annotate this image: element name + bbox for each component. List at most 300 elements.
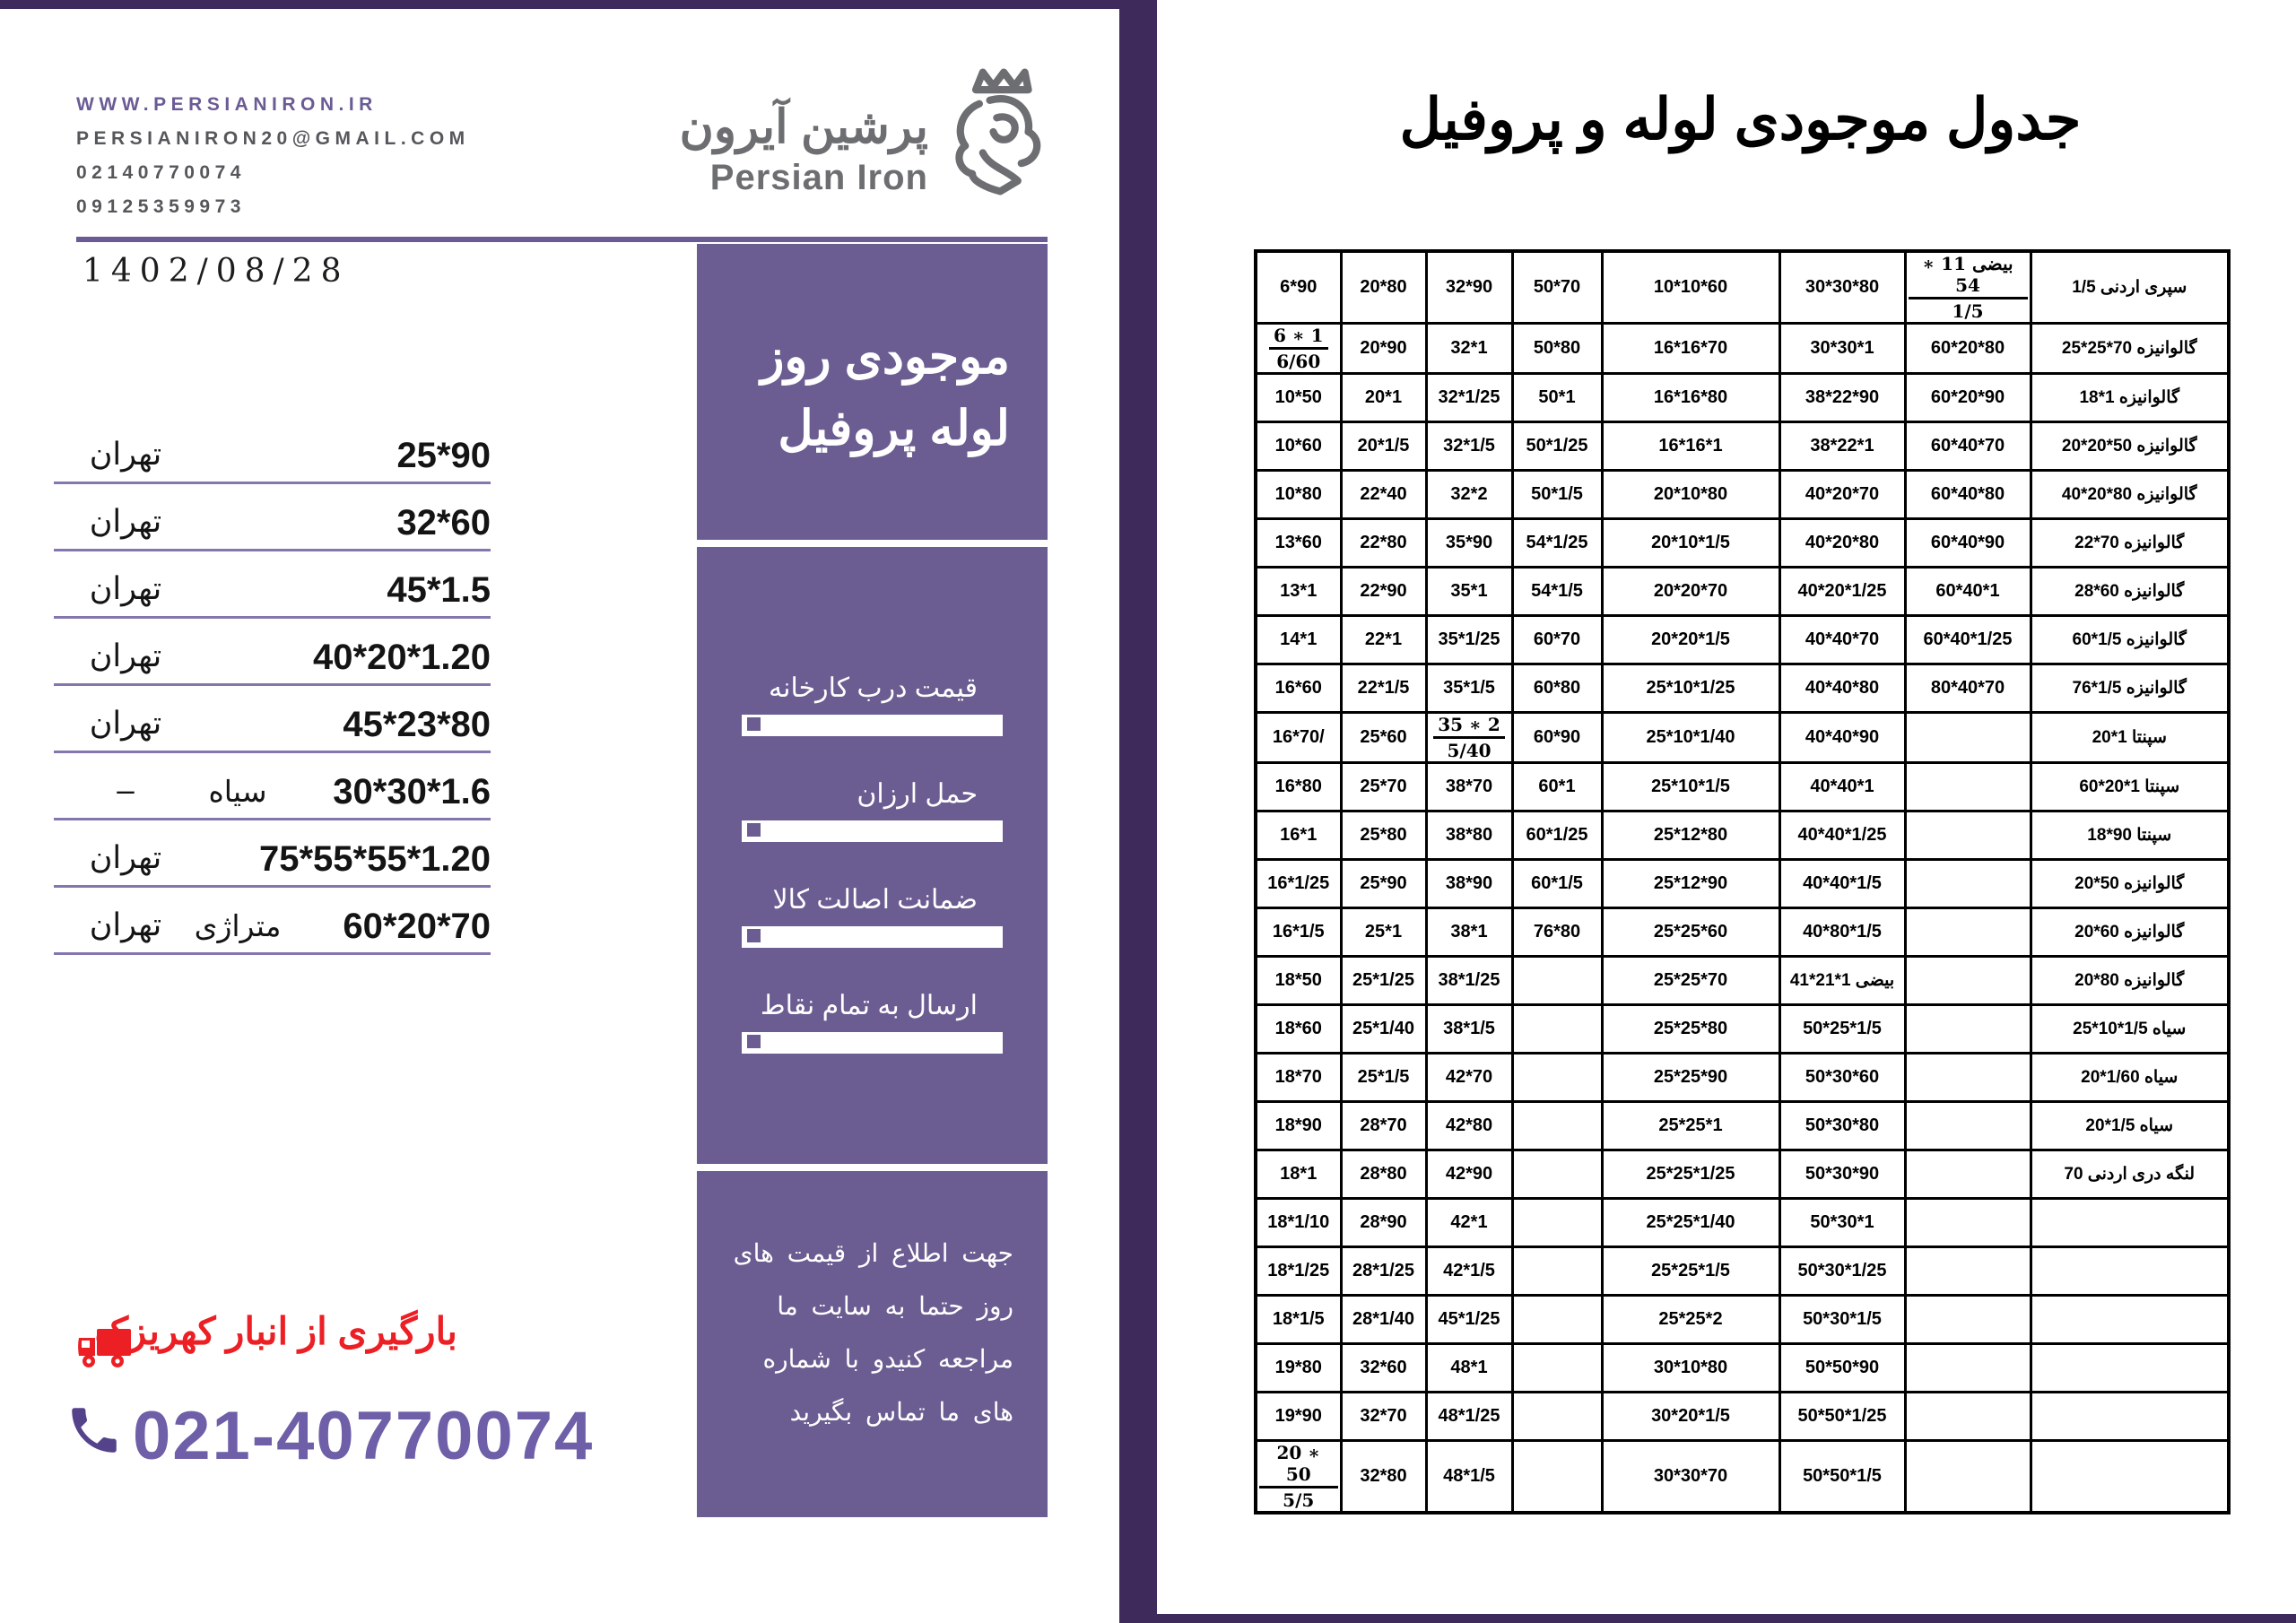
table-cell: 16*1/25: [1256, 860, 1341, 908]
table-cell: 35*1/25: [1426, 616, 1512, 664]
fraction-top: 6 ∗ 1: [1269, 325, 1328, 350]
table-cell: 42*90: [1426, 1150, 1512, 1199]
table-cell: 32*90: [1426, 251, 1512, 324]
table-cell: [2031, 1296, 2229, 1344]
table-cell: 10*10*60: [1602, 251, 1779, 324]
table-cell: 20*90: [1341, 324, 1426, 374]
fraction-value: [1909, 253, 2028, 322]
table-cell: [1512, 1296, 1602, 1344]
table-cell: 20*20*1/5: [1602, 616, 1779, 664]
table-row: [1256, 1393, 2229, 1441]
table-cell: گالوانیزه 80*20: [2031, 957, 2229, 1005]
table-cell: 25*90: [1341, 860, 1426, 908]
table-cell: گالوانیزه 1*18: [2031, 374, 2229, 422]
email-text: PERSIANIRON20@GMAIL.COM: [76, 128, 470, 149]
table-cell: 35*1: [1426, 568, 1512, 616]
table-cell: 16*16*70: [1602, 324, 1779, 374]
table-cell: 50*1/5: [1512, 471, 1602, 519]
table-cell: [1512, 1150, 1602, 1199]
table-cell: 28*90: [1341, 1199, 1426, 1247]
table-row: [1256, 1441, 2229, 1514]
table-cell: 38*22*1: [1779, 422, 1905, 471]
table-cell: 54*1/25: [1512, 519, 1602, 568]
table-row: [1256, 374, 2229, 422]
table-cell: 38*90: [1426, 860, 1512, 908]
table-cell: 32*1/5: [1426, 422, 1512, 471]
table-cell: 25*25*80: [1602, 1005, 1779, 1054]
table-cell: 30*30*80: [1779, 251, 1905, 324]
table-cell: [2031, 1344, 2229, 1393]
table-cell: 40*20*80: [1779, 519, 1905, 568]
table-cell: 25*25*1/40: [1602, 1199, 1779, 1247]
stock-size: 32*60: [396, 503, 491, 542]
table-cell: 50*30*80: [1779, 1102, 1905, 1150]
feature-item: [742, 990, 1003, 1054]
table-cell: 38*22*90: [1779, 374, 1905, 422]
table-row: [1256, 1199, 2229, 1247]
table-cell: 50*25*1/5: [1779, 1005, 1905, 1054]
table-cell: [1905, 957, 2031, 1005]
table-cell: [1905, 908, 2031, 957]
table-row: [1256, 616, 2229, 664]
table-cell: [1512, 1199, 1602, 1247]
vertical-divider: [1119, 0, 1157, 1623]
table-cell: 50*30*1/25: [1779, 1247, 1905, 1296]
table-cell: [1512, 1344, 1602, 1393]
table-cell: 30*10*80: [1602, 1344, 1779, 1393]
phone2-text: 09125359973: [76, 196, 246, 217]
lion-crown-logo-icon: [937, 65, 1049, 199]
phone-icon: [65, 1401, 124, 1460]
table-row: [1256, 1102, 2229, 1150]
fraction-bottom: 5/5: [1283, 1489, 1315, 1511]
table-cell: 25*25*70: [1602, 957, 1779, 1005]
table-cell: 25*25*1/25: [1602, 1150, 1779, 1199]
table-cell: [1426, 713, 1512, 763]
stock-row: [54, 818, 491, 888]
feature-item: [742, 778, 1003, 842]
table-row: [1256, 1150, 2229, 1199]
fraction-bottom: 6/60: [1276, 351, 1321, 372]
table-cell: گالوانیزه 50*20*20: [2031, 422, 2229, 471]
table-row: [1256, 957, 2229, 1005]
stock-city: تهران: [89, 840, 162, 875]
panel-title-block: [697, 244, 1048, 540]
table-cell: 16*70/: [1256, 713, 1341, 763]
table-row: [1256, 519, 2229, 568]
feature-label: حمل ارزان: [857, 779, 978, 809]
panel-features-block: [697, 547, 1048, 1164]
table-cell: 20*1/5: [1341, 422, 1426, 471]
table-cell: 40*40*80: [1779, 664, 1905, 713]
panel-title-line2: لوله پروفیل: [778, 402, 1010, 456]
stock-row: [54, 885, 491, 955]
table-cell: 42*1: [1426, 1199, 1512, 1247]
stock-row: [54, 751, 491, 820]
fraction-value: [1433, 714, 1505, 761]
table-cell: سپنتا 90*18: [2031, 812, 2229, 860]
table-cell: 18*50: [1256, 957, 1341, 1005]
table-row: [1256, 763, 2229, 812]
table-cell: [1905, 1344, 2031, 1393]
fraction-top: 20 ∗ 50: [1259, 1442, 1338, 1488]
table-cell: 32*2: [1426, 471, 1512, 519]
table-cell: 13*1: [1256, 568, 1341, 616]
table-cell: 6*90: [1256, 251, 1341, 324]
feature-bar: [742, 1032, 1003, 1054]
table-cell: 40*40*90: [1779, 713, 1905, 763]
stock-city: تهران: [89, 638, 162, 673]
inventory-table: [1254, 249, 2231, 1515]
stock-city: تهران: [89, 571, 162, 606]
table-cell: 20*10*1/5: [1602, 519, 1779, 568]
table-cell: [2031, 1247, 2229, 1296]
table-cell: 60*40*90: [1905, 519, 2031, 568]
table-cell: [1905, 1102, 2031, 1150]
table-row: [1256, 568, 2229, 616]
table-cell: سپری اردنی 1/5: [2031, 251, 2229, 324]
table-cell: [1512, 1247, 1602, 1296]
table-cell: 25*1/5: [1341, 1054, 1426, 1102]
table-cell: 60*20*90: [1905, 374, 2031, 422]
feature-item: [742, 884, 1003, 948]
date-text: 1402/08/28: [83, 253, 350, 290]
table-cell: [1905, 1296, 2031, 1344]
table-cell: 38*1/5: [1426, 1005, 1512, 1054]
feature-label: ضمانت اصالت کالا: [772, 885, 978, 915]
fraction-top: 35 ∗ 2: [1433, 714, 1505, 739]
stock-note: متراژی: [194, 909, 282, 942]
table-row: [1256, 664, 2229, 713]
table-cell: 22*90: [1341, 568, 1426, 616]
table-cell: 19*90: [1256, 1393, 1341, 1441]
table-row: [1256, 471, 2229, 519]
table-cell: 50*1/25: [1512, 422, 1602, 471]
top-frame-bar: [0, 0, 1157, 9]
table-cell: 28*70: [1341, 1102, 1426, 1150]
table-cell: 42*80: [1426, 1102, 1512, 1150]
table-cell: 40*40*1/5: [1779, 860, 1905, 908]
table-cell: 25*10*1/40: [1602, 713, 1779, 763]
table-cell: 25*1/25: [1341, 957, 1426, 1005]
fraction-value: [1259, 1442, 1338, 1511]
note-line: های ما تماس بگیرید: [789, 1398, 1013, 1426]
table-cell: 48*1/5: [1426, 1441, 1512, 1514]
table-cell: 20*80: [1341, 251, 1426, 324]
panel-note-block: [697, 1171, 1048, 1517]
table-cell: 30*20*1/5: [1602, 1393, 1779, 1441]
table-cell: گالوانیزه 1/5*76: [2031, 664, 2229, 713]
table-cell: 60*40*1/25: [1905, 616, 2031, 664]
table-cell: 80*40*70: [1905, 664, 2031, 713]
table-cell: 10*50: [1256, 374, 1341, 422]
table-cell: 40*80*1/5: [1779, 908, 1905, 957]
table-cell: 22*1: [1341, 616, 1426, 664]
table-cell: 25*1/40: [1341, 1005, 1426, 1054]
table-cell: گالوانیزه 70*25*25: [2031, 324, 2229, 374]
table-cell: [1905, 251, 2031, 324]
panel-title: [697, 244, 1048, 464]
table-cell: 25*25*1: [1602, 1102, 1779, 1150]
contact-block: [76, 88, 470, 224]
table-cell: 60*40*1: [1905, 568, 2031, 616]
table-cell: سیاه 1/5*10*25: [2031, 1005, 2229, 1054]
table-cell: 18*1/25: [1256, 1247, 1341, 1296]
bottom-frame-bar: [1119, 1614, 2296, 1623]
table-cell: 16*1: [1256, 812, 1341, 860]
table-cell: 20*10*80: [1602, 471, 1779, 519]
table-title: جدول موجودی لوله و پروفیل: [1399, 87, 2082, 152]
table-cell: [1512, 1393, 1602, 1441]
stock-city: تهران: [89, 706, 162, 741]
website-link[interactable]: WWW.PERSIANIRON.IR: [76, 94, 378, 115]
table-cell: [1905, 860, 2031, 908]
feature-bar-handle: [744, 820, 763, 839]
company-logo: [664, 65, 1049, 208]
table-cell: 50*70: [1512, 251, 1602, 324]
table-cell: [2031, 1393, 2229, 1441]
table-cell: 30*30*70: [1602, 1441, 1779, 1514]
table-cell: 60*80: [1512, 664, 1602, 713]
table-cell: [1256, 1441, 1341, 1514]
table-cell: گالوانیزه 60*20: [2031, 908, 2229, 957]
stock-size: 30*30*1.6: [333, 772, 491, 812]
table-cell: 42*70: [1426, 1054, 1512, 1102]
table-cell: 38*1/25: [1426, 957, 1512, 1005]
table-cell: 50*1: [1512, 374, 1602, 422]
table-cell: 16*60: [1256, 664, 1341, 713]
table-cell: 18*60: [1256, 1005, 1341, 1054]
stock-row: [54, 683, 491, 753]
stock-city: تهران: [89, 907, 162, 942]
table-cell: [1905, 1005, 2031, 1054]
table-cell: [1905, 1199, 2031, 1247]
table-cell: 32*1: [1426, 324, 1512, 374]
stock-city: –: [117, 773, 135, 808]
table-cell: 10*60: [1256, 422, 1341, 471]
table-cell: سپنتا 1*20*60: [2031, 763, 2229, 812]
feature-bar: [742, 715, 1003, 736]
table-cell: 40*40*1: [1779, 763, 1905, 812]
table-cell: 60*1: [1512, 763, 1602, 812]
feature-bar: [742, 926, 1003, 948]
table-cell: 25*10*1/5: [1602, 763, 1779, 812]
table-cell: 22*1/5: [1341, 664, 1426, 713]
table-row: [1256, 908, 2229, 957]
table-row: [1256, 422, 2229, 471]
table-cell: 30*30*1: [1779, 324, 1905, 374]
table-row: [1256, 1247, 2229, 1296]
table-cell: 25*25*60: [1602, 908, 1779, 957]
table-cell: [1512, 1441, 1602, 1514]
table-cell: گالوانیزه 1/5*60: [2031, 616, 2229, 664]
table-cell: [1905, 713, 2031, 763]
table-cell: 40*40*70: [1779, 616, 1905, 664]
table-cell: 25*25*90: [1602, 1054, 1779, 1102]
fraction-bottom: 5/40: [1447, 740, 1492, 761]
table-cell: 18*1: [1256, 1150, 1341, 1199]
table-row: [1256, 713, 2229, 763]
table-cell: 10*80: [1256, 471, 1341, 519]
table-cell: 50*30*60: [1779, 1054, 1905, 1102]
table-cell: 50*50*1/5: [1779, 1441, 1905, 1514]
table-cell: 60*40*80: [1905, 471, 2031, 519]
table-cell: [1512, 1054, 1602, 1102]
note-line: روز حتما به سایت ما: [777, 1292, 1013, 1320]
feature-label: ارسال به تمام نقاط: [760, 991, 978, 1020]
fraction-bottom: 1/5: [1952, 300, 1984, 322]
table-cell: [1256, 324, 1341, 374]
table-cell: 42*1/5: [1426, 1247, 1512, 1296]
note-line: جهت اطلاع از قیمت های: [733, 1239, 1013, 1267]
table-cell: 40*20*70: [1779, 471, 1905, 519]
table-cell: 18*70: [1256, 1054, 1341, 1102]
table-cell: 25*12*90: [1602, 860, 1779, 908]
table-cell: 50*50*90: [1779, 1344, 1905, 1393]
table-cell: 28*1/40: [1341, 1296, 1426, 1344]
note-line: مراجعه کنیدو با شماره: [762, 1345, 1013, 1373]
table-cell: گالوانیزه 80*20*40: [2031, 471, 2229, 519]
table-cell: 18*1/5: [1256, 1296, 1341, 1344]
stock-size: 60*20*70: [343, 907, 491, 946]
stock-row: [54, 549, 491, 619]
table-cell: 32*80: [1341, 1441, 1426, 1514]
table-cell: 14*1: [1256, 616, 1341, 664]
table-cell: 32*1/25: [1426, 374, 1512, 422]
table-cell: 60*70: [1512, 616, 1602, 664]
table-cell: 28*1/25: [1341, 1247, 1426, 1296]
table-cell: 50*30*1/5: [1779, 1296, 1905, 1344]
fraction-top: بیضی 11 ∗ 54: [1909, 253, 2028, 299]
table-cell: [1905, 1393, 2031, 1441]
feature-bar-handle: [744, 926, 763, 945]
stock-size: 40*20*1.20: [313, 638, 491, 677]
feature-label: قیمت درب کارخانه: [769, 673, 978, 703]
table-cell: 32*60: [1341, 1344, 1426, 1393]
table-cell: 25*60: [1341, 713, 1426, 763]
table-cell: 18*90: [1256, 1102, 1341, 1150]
table-cell: 20*20*70: [1602, 568, 1779, 616]
table-cell: [1905, 1441, 2031, 1514]
stock-row: [54, 482, 491, 551]
table-cell: [1905, 1247, 2031, 1296]
table-cell: 25*25*1/5: [1602, 1247, 1779, 1296]
table-cell: 13*60: [1256, 519, 1341, 568]
table-cell: 50*80: [1512, 324, 1602, 374]
table-cell: 50*30*90: [1779, 1150, 1905, 1199]
table-cell: 50*30*1: [1779, 1199, 1905, 1247]
table-cell: [1905, 763, 2031, 812]
table-cell: 32*70: [1341, 1393, 1426, 1441]
table-cell: 60*90: [1512, 713, 1602, 763]
stock-size: 45*23*80: [343, 705, 491, 744]
table-cell: 25*25*2: [1602, 1296, 1779, 1344]
table-row: [1256, 1054, 2229, 1102]
table-cell: 60*1/5: [1512, 860, 1602, 908]
stock-row: [54, 414, 491, 484]
table-row: [1256, 324, 2229, 374]
table-cell: 22*80: [1341, 519, 1426, 568]
table-cell: 16*16*80: [1602, 374, 1779, 422]
fraction-value: [1269, 325, 1328, 372]
table-row: [1256, 1296, 2229, 1344]
table-cell: 40*20*1/25: [1779, 568, 1905, 616]
table-cell: 76*80: [1512, 908, 1602, 957]
table-cell: 60*1/25: [1512, 812, 1602, 860]
table-cell: [2031, 1199, 2229, 1247]
table-cell: 48*1/25: [1426, 1393, 1512, 1441]
table-row: [1256, 251, 2229, 324]
table-cell: 25*70: [1341, 763, 1426, 812]
table-cell: 50*50*1/25: [1779, 1393, 1905, 1441]
inventory-table-wrap: [1254, 249, 2227, 1515]
table-cell: [1905, 1054, 2031, 1102]
brand-name-english: Persian Iron: [709, 158, 928, 197]
table-cell: 45*1/25: [1426, 1296, 1512, 1344]
header-divider-line: [76, 237, 1048, 242]
stock-size: 45*1.5: [387, 570, 491, 610]
pickup-phone-number[interactable]: 021-40770074: [133, 1398, 595, 1474]
table-cell: 28*80: [1341, 1150, 1426, 1199]
feature-bar: [742, 820, 1003, 842]
feature-list: [697, 547, 1048, 1054]
table-cell: [1512, 957, 1602, 1005]
table-cell: 18*1/10: [1256, 1199, 1341, 1247]
table-cell: لنگه دری اردنی 70: [2031, 1150, 2229, 1199]
stock-size: 25*90: [396, 436, 491, 475]
table-cell: [1905, 812, 2031, 860]
table-cell: 25*80: [1341, 812, 1426, 860]
feature-bar-handle: [744, 715, 763, 733]
inventory-table-body: [1256, 251, 2229, 1513]
table-cell: سپنتا 1*20: [2031, 713, 2229, 763]
stock-city: تهران: [89, 504, 162, 539]
table-cell: 16*16*1: [1602, 422, 1779, 471]
stock-size: 75*55*55*1.20: [258, 839, 491, 879]
table-cell: 35*90: [1426, 519, 1512, 568]
table-cell: سیاه 1/60*20: [2031, 1054, 2229, 1102]
table-cell: گالوانیزه 70*22: [2031, 519, 2229, 568]
pickup-warehouse-text: بارگیری از انبار کهریزک: [94, 1310, 457, 1352]
table-cell: 38*70: [1426, 763, 1512, 812]
table-row: [1256, 1005, 2229, 1054]
table-cell: 25*10*1/25: [1602, 664, 1779, 713]
table-row: [1256, 860, 2229, 908]
table-cell: 38*1: [1426, 908, 1512, 957]
table-cell: 38*80: [1426, 812, 1512, 860]
table-cell: سیاه 1/5*20: [2031, 1102, 2229, 1150]
table-cell: 16*80: [1256, 763, 1341, 812]
table-cell: 60*20*80: [1905, 324, 2031, 374]
table-row: [1256, 1344, 2229, 1393]
table-cell: 20*1: [1341, 374, 1426, 422]
table-cell: 60*40*70: [1905, 422, 2031, 471]
table-cell: [1512, 1005, 1602, 1054]
note-text: [697, 1171, 1048, 1438]
table-cell: 25*1: [1341, 908, 1426, 957]
stock-note: سیاه: [208, 775, 267, 808]
table-cell: 35*1/5: [1426, 664, 1512, 713]
table-cell: 19*80: [1256, 1344, 1341, 1393]
table-cell: گالوانیزه 50*20: [2031, 860, 2229, 908]
feature-bar-handle: [744, 1032, 763, 1051]
feature-item: [742, 673, 1003, 736]
stock-row: [54, 616, 491, 686]
table-cell: 48*1: [1426, 1344, 1512, 1393]
table-cell: بیضی 1*21*41: [1779, 957, 1905, 1005]
stock-city: تهران: [89, 437, 162, 472]
panel-title-line1: موجودی روز: [761, 330, 1010, 384]
